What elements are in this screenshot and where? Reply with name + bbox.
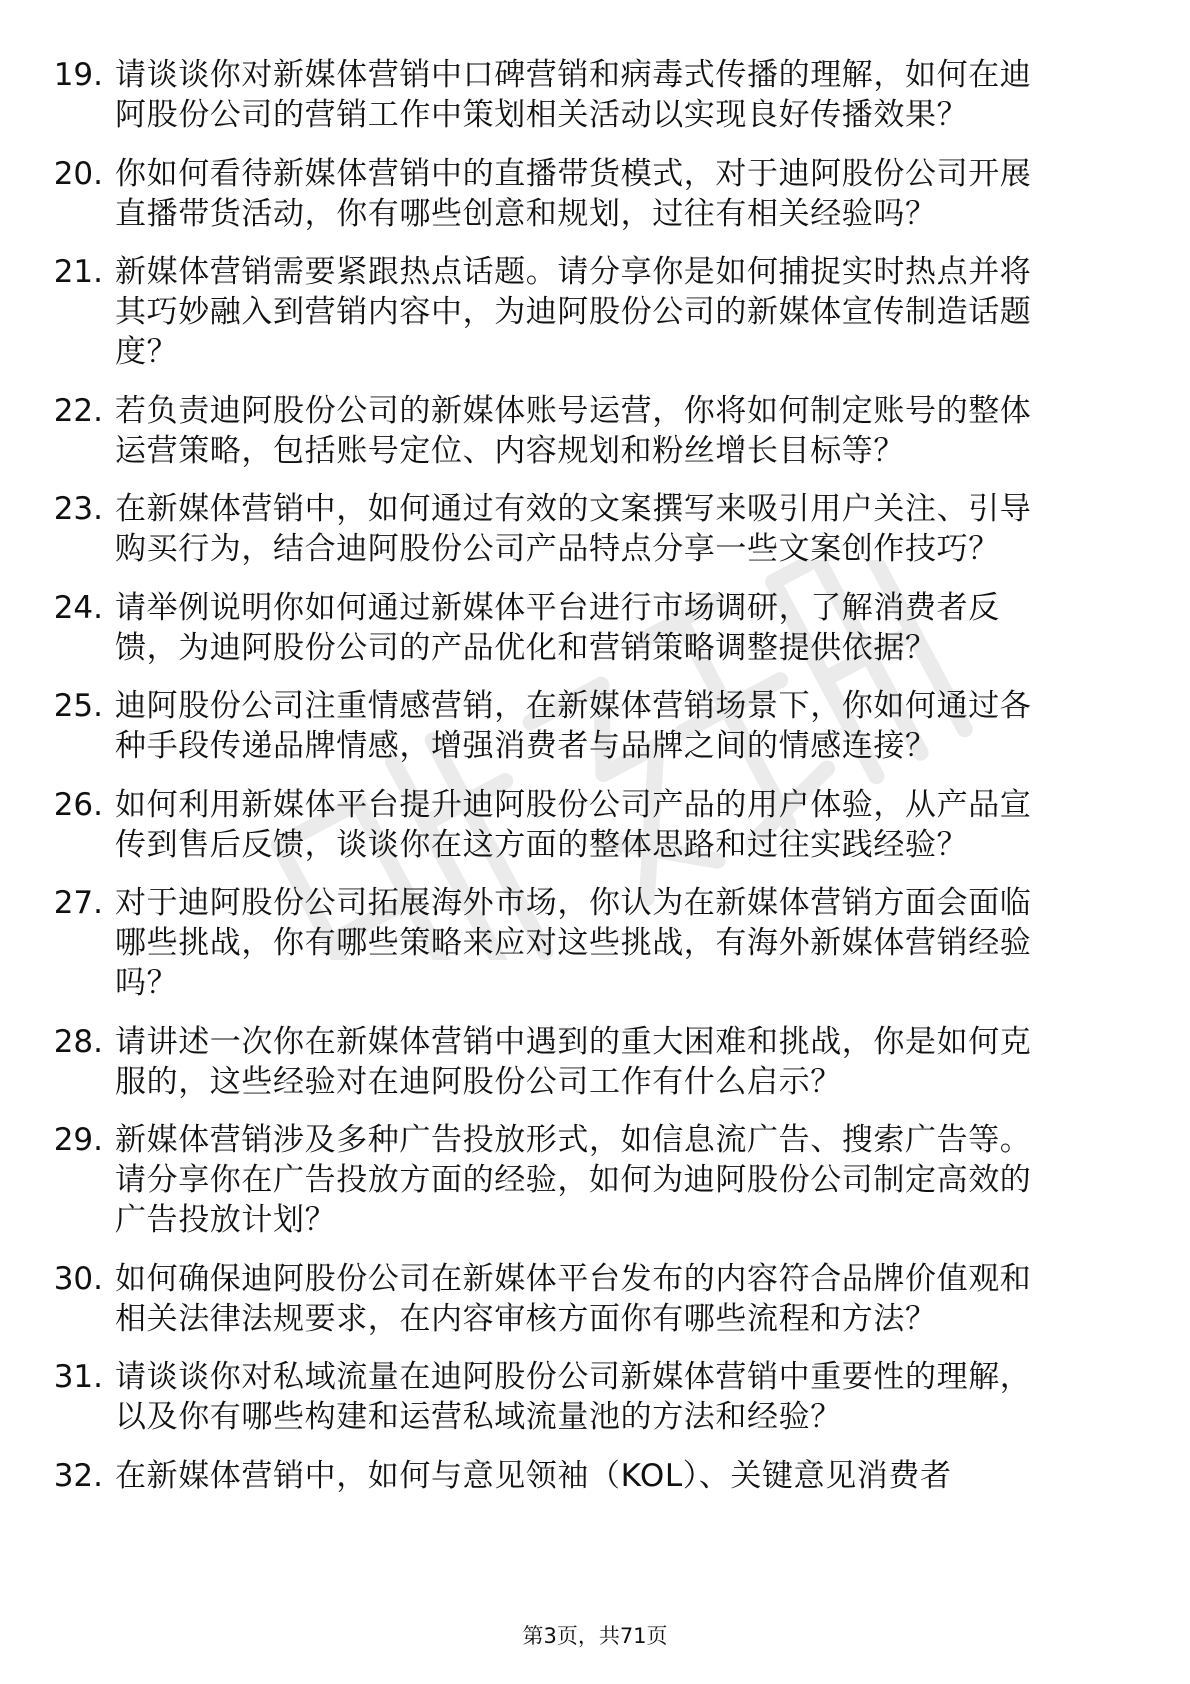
question-number: 29.	[53, 1122, 103, 1158]
question-text: 请举例说明你如何通过新媒体平台进行市场调研，了解消费者反馈，为迪阿股份公司的产品优化和营销策略调整提供依据？	[115, 589, 1000, 666]
page-number-label: 第3页，共71页	[522, 1624, 668, 1648]
question-text: 你如何看待新媒体营销中的直播带货模式，对于迪阿股份公司开展直播带货活动，你有哪些创意和规划，过往有相关经验吗？	[115, 155, 1032, 232]
question-item	[0, 785, 1190, 865]
question-number: 28.	[53, 1023, 103, 1060]
question-number: 32.	[53, 1457, 103, 1494]
question-number: 26.	[53, 786, 103, 823]
page-footer	[0, 1622, 1190, 1650]
question-item	[0, 1120, 1190, 1240]
question-text: 在新媒体营销中，如何与意见领袖（KOL）、关键意见消费者	[115, 1457, 952, 1494]
question-text: 若负责迪阿股份公司的新媒体账号运营，你将如何制定账号的整体运营策略，包括账号定位、内容规划和粉丝增长目标等？	[115, 392, 1032, 469]
question-text: 如何利用新媒体平台提升迪阿股份公司产品的用户体验，从产品宣传到售后反馈，谈谈你在这方面的整体思路和过往实践经验？	[115, 786, 1032, 863]
question-number: 19.	[53, 57, 103, 93]
question-text: 如何确保迪阿股份公司在新媒体平台发布的内容符合品牌价值观和相关法律法规要求，在内容审核方面你有哪些流程和方法？	[115, 1260, 1032, 1337]
question-number: 30.	[53, 1260, 103, 1297]
question-number: 22.	[53, 392, 103, 429]
question-item	[0, 1456, 1190, 1496]
question-text: 在新媒体营销中，如何通过有效的文案撰写来吸引用户关注、引导购买行为，结合迪阿股份公司产品特点分享一些文案创作技巧？	[115, 491, 1032, 567]
question-item	[0, 489, 1190, 569]
question-text: 对于迪阿股份公司拓展海外市场，你认为在新媒体营销方面会面临哪些挑战，你有哪些策略来应对这些挑战，有海外新媒体营销经验吗？	[115, 885, 1032, 1001]
question-text: 请谈谈你对私域流量在迪阿股份公司新媒体营销中重要性的理解，以及你有哪些构建和运营私域流量池的方法和经验？	[115, 1359, 1032, 1435]
question-item	[0, 1259, 1190, 1339]
question-item	[0, 391, 1190, 471]
question-item	[0, 686, 1190, 766]
question-number: 20.	[53, 155, 103, 192]
question-text: 新媒体营销涉及多种广告投放形式，如信息流广告、搜索广告等。请分享你在广告投放方面的经验，如何为迪阿股份公司制定高效的广告投放计划？	[115, 1122, 1032, 1238]
question-item	[0, 1357, 1190, 1437]
question-number: 23.	[53, 491, 103, 527]
question-number: 21.	[53, 254, 103, 290]
question-number: 25.	[53, 688, 103, 724]
question-text: 迪阿股份公司注重情感营销，在新媒体营销场景下，你如何通过各种手段传递品牌情感，增强消费者与品牌之间的情感连接？	[115, 688, 1032, 764]
question-item	[0, 252, 1190, 372]
question-list	[0, 55, 1190, 1514]
question-number: 24.	[53, 589, 103, 626]
question-item	[0, 1022, 1190, 1102]
question-item	[0, 883, 1190, 1003]
question-number: 27.	[53, 885, 103, 921]
question-item	[0, 55, 1190, 135]
question-item	[0, 588, 1190, 668]
question-text: 新媒体营销需要紧跟热点话题。请分享你是如何捕捉实时热点并将其巧妙融入到营销内容中，为迪阿股份公司的新媒体宣传制造话题度？	[115, 254, 1032, 370]
question-text: 请谈谈你对新媒体营销中口碑营销和病毒式传播的理解，如何在迪阿股份公司的营销工作中策划相关活动以实现良好传播效果？	[115, 57, 1032, 133]
question-number: 31.	[53, 1359, 103, 1395]
question-item	[0, 154, 1190, 234]
question-text: 请讲述一次你在新媒体营销中遇到的重大困难和挑战，你是如何克服的，这些经验对在迪阿股份公司工作有什么启示？	[115, 1023, 1032, 1100]
